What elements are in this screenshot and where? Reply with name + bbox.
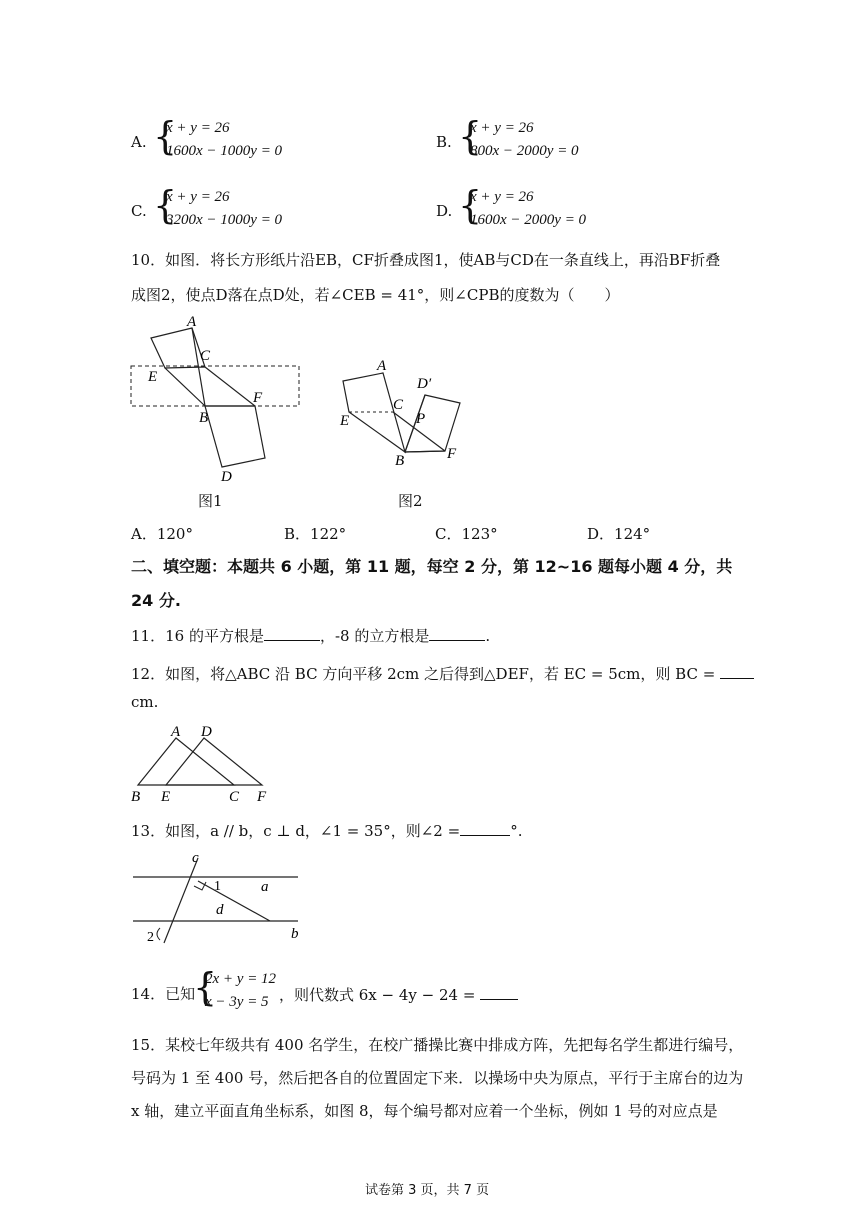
answer-blank[interactable] — [429, 625, 485, 641]
equation-2: 1600x − 2000y = 0 — [470, 212, 587, 228]
label-a: a — [261, 879, 269, 895]
label-c: C — [393, 397, 404, 413]
label-a: A — [187, 314, 197, 330]
q11-text-c: . — [485, 627, 491, 645]
label-p: P — [416, 411, 426, 427]
q14-suffix — [279, 984, 518, 1005]
section-heading-line-2: 24 分. — [131, 591, 181, 610]
label-c: c — [192, 850, 199, 866]
q15-line-3: x 轴，建立平面直角坐标系，如图 8，每个编号都对应着一个坐标，例如 1 号的对应点是 — [131, 1102, 718, 1120]
line-c — [164, 858, 198, 943]
label-1: 1 — [214, 879, 221, 894]
equation-1: x + y = 26 — [470, 120, 534, 136]
segment-cf — [205, 367, 255, 406]
label-f: F — [253, 390, 263, 406]
q13-text-a: 13．如图，a // b，c ⊥ d，∠1 = 35°，则∠2 = — [131, 822, 461, 840]
label-b: B — [199, 410, 209, 426]
folded-flap-a — [151, 328, 205, 368]
equation-1: 2x + y = 12 — [205, 971, 277, 987]
equation-1: x + y = 26 — [470, 189, 534, 205]
answer-blank[interactable] — [720, 663, 754, 679]
triangle-def — [166, 738, 262, 785]
q12-line-2: cm. — [131, 693, 159, 711]
page-footer: 试卷第 3 页，共 7 页 — [365, 1183, 490, 1198]
q13 — [131, 820, 522, 841]
line-d — [198, 881, 270, 921]
right-angle-marker — [194, 882, 206, 890]
q13-text-b: °. — [510, 822, 523, 840]
q13-figure — [128, 848, 308, 946]
label-d: d — [216, 902, 224, 918]
label-e: E — [161, 789, 171, 805]
q11-text-b: ，-8 的立方根是 — [319, 627, 430, 645]
q10-option-c: C．123° — [435, 525, 498, 543]
label-f: F — [257, 789, 267, 805]
equation-2: 800x − 2000y = 0 — [470, 143, 579, 159]
brace-icon: { — [458, 183, 483, 227]
q10-figure-1 — [125, 310, 315, 490]
q14-prefix: 14．已知 — [131, 985, 196, 1003]
equation-1: x + y = 26 — [166, 189, 230, 205]
flap-d — [405, 395, 460, 452]
brace-icon: { — [458, 114, 483, 158]
label-b: b — [291, 926, 299, 942]
triangle-abc — [138, 738, 234, 785]
q10-option-b: B．122° — [284, 525, 347, 543]
label-2: 2 — [147, 930, 154, 945]
answer-blank[interactable] — [460, 820, 510, 836]
equation-2: 1600x − 1000y = 0 — [166, 143, 283, 159]
q10-option-d: D．124° — [587, 525, 651, 543]
label-b: B — [131, 789, 141, 805]
q15-line-1: 15．某校七年级共有 400 名学生，在校广播操比赛中排成方阵，先把每名学生都进行编号， — [131, 1036, 744, 1054]
q10-figure-2 — [335, 355, 475, 475]
equation-2: 3200x − 1000y = 0 — [166, 212, 283, 228]
brace-icon: { — [153, 183, 178, 227]
label-e: E — [340, 413, 350, 429]
q10-line-2: 成图2，使点D落在点D处，若∠CEB = 41°，则∠CPB的度数为（ ） — [131, 286, 620, 304]
answer-blank[interactable] — [480, 984, 518, 1000]
label-d-prime: D′ — [417, 376, 432, 392]
equation-1: x + y = 26 — [166, 120, 230, 136]
q10-line-1: 10．如图．将长方形纸片沿EB，CF折叠成图1，使AB与CD在一条直线上，再沿BF折叠 — [131, 251, 721, 269]
label-a: A — [171, 724, 181, 740]
option-label: D. — [436, 202, 453, 220]
label-a: A — [377, 358, 387, 374]
q10-option-a: A．120° — [131, 525, 193, 543]
segment-eb — [165, 368, 205, 406]
angle-2-arc — [157, 928, 160, 940]
section-heading-line-1: 二、填空题：本题共 6 小题，第 11 题，每空 2 分，第 12~16 题每小题 4 分，共 — [131, 557, 733, 576]
fig2-caption: 图2 — [398, 492, 423, 510]
label-d: D — [201, 724, 212, 740]
label-e: E — [148, 369, 158, 385]
q12-line-1 — [131, 663, 754, 684]
q12-figure — [128, 724, 276, 806]
fig1-caption: 图1 — [198, 492, 223, 510]
option-label: B. — [436, 133, 452, 151]
option-label: A. — [131, 133, 147, 151]
brace-icon: { — [193, 965, 218, 1009]
label-d: D — [221, 469, 232, 485]
label-c: C — [229, 789, 240, 805]
label-c: C — [200, 348, 211, 364]
answer-blank[interactable] — [264, 625, 320, 641]
q11 — [131, 625, 490, 646]
equation-2: x − 3y = 5 — [205, 994, 269, 1010]
q14-suffix-text: ，则代数式 6x − 4y − 24 = — [279, 986, 476, 1004]
option-label: C. — [131, 202, 147, 220]
label-f: F — [447, 446, 457, 462]
segment-bf — [405, 451, 445, 452]
q12-text: 12．如图，将△ABC 沿 BC 方向平移 2cm 之后得到△DEF，若 EC = 5cm，则 BC = — [131, 665, 716, 683]
q11-text-a: 11．16 的平方根是 — [131, 627, 264, 645]
folded-flap-d — [205, 406, 265, 467]
q15-line-2: 号码为 1 至 400 号，然后把各自的位置固定下来．以操场中央为原点，平行于主席台的边为 — [131, 1069, 744, 1087]
brace-icon: { — [153, 114, 178, 158]
label-b: B — [395, 453, 405, 469]
